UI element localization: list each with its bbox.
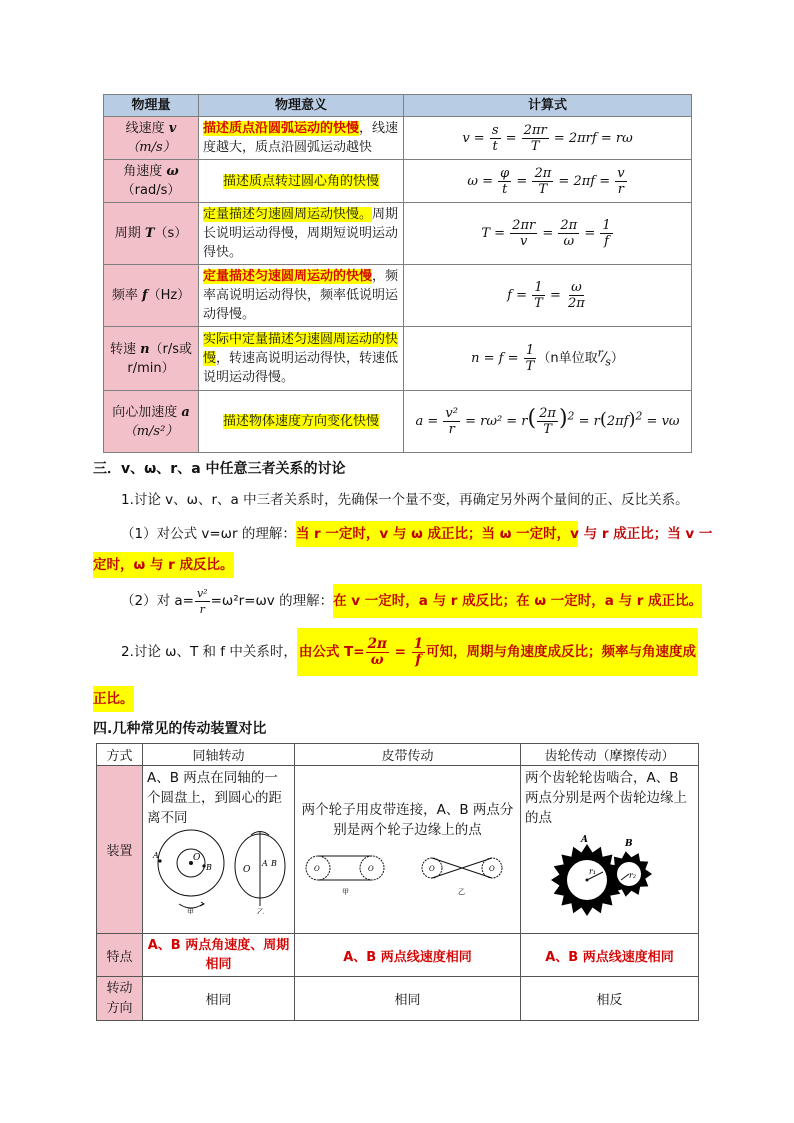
quantity-name: 线速度 (125, 121, 169, 136)
label-B: B (206, 863, 212, 872)
unit-s: s (605, 355, 611, 369)
meaning-highlight: 定量描述匀速圆周运动的快慢 (203, 269, 373, 284)
svg-text:B: B (625, 839, 633, 849)
section3-title: 三．v、ω、r、a 中任意三者关系的讨论 (93, 461, 346, 477)
p3-mid: =ω²r=ωv 的理解： (210, 593, 334, 609)
meaning-cell (199, 327, 404, 391)
label-r2: r₂ (629, 871, 637, 880)
quantity-symbol: f (141, 288, 148, 303)
table-row (104, 327, 692, 391)
p4-highlight-cont: 正比。 (93, 686, 134, 712)
formula-n-note: （n单位取 (537, 351, 598, 366)
quantity-unit: （r/s或 r/min） (127, 341, 193, 376)
feature-belt: A、B 两点线速度相同 (295, 934, 521, 977)
quantity-cell (104, 117, 199, 160)
meaning-highlight: 描述物体速度方向变化快慢 (222, 414, 379, 429)
direction-gear: 相反 (521, 977, 699, 1021)
belt-device-cell (295, 766, 521, 934)
label-O: O (193, 853, 201, 863)
svg-text:甲: 甲 (341, 888, 349, 896)
svg-text:O: O (313, 865, 320, 873)
meaning-text: ，频率高说明运动得快，频率低说明运动得慢。 (203, 269, 399, 322)
quantity-name: 频率 (111, 288, 142, 303)
coaxial-device-cell (143, 766, 295, 934)
meaning-highlight: 定量描述匀速圆周运动快慢。 (203, 207, 373, 222)
table-row (97, 934, 699, 977)
quantity-name: 转速 (109, 341, 141, 357)
section3-p4: 2.讨论 ω、T 和 f 中关系时， 由公式 T= $\frac{2\pi}{\omega}$ = $\frac{1}{f}$ 可知，周期与角速度成反比；频率与角速度成 (121, 628, 698, 676)
p2-highlight: 当 r 一定时，v 与 ω 成正比；当 ω 一定时，v 与 r 成正比；当 v 一 (296, 521, 578, 547)
table-header-row (104, 95, 692, 117)
label-r1: r₁ (589, 867, 597, 876)
quantity-symbol: v (168, 121, 177, 136)
svg-text:B: B (271, 859, 277, 868)
feature-coaxial: A、B 两点角速度、周期相同 (143, 934, 295, 977)
quantity-unit: （m/s²） (123, 423, 179, 439)
svg-text:O: O (488, 865, 495, 873)
quantity-symbol: a (181, 404, 190, 420)
coaxial-desc: A、B 两点在同轴的一个圆盘上，到圆心的距离不同 (147, 770, 282, 826)
meaning-text: ，转速高说明运动得快，转速低说明运动得慢。 (203, 351, 399, 385)
header-belt: 皮带传动 (295, 744, 521, 766)
table-row (104, 391, 692, 453)
direction-belt: 相同 (295, 977, 521, 1021)
formula-n: n = f = $\frac{1}{T}$ （n单位取$^r⁄_s$） (404, 327, 692, 391)
p4-highlight-a: 由公式 T= (298, 644, 365, 660)
gear-desc: 两个齿轮轮齿啮合，A、B 两点分别是两个齿轮边缘上的点 (525, 770, 687, 826)
meaning-cell (199, 160, 404, 203)
meaning-text: ，线速度越大，质点沿圆弧运动越快 (203, 121, 399, 155)
meaning-cell (199, 265, 404, 327)
formula-T: T = $\frac{2\pi r}{v}$ = $\frac{2\pi}{\omega}$ = $\frac{1}{f}$ (404, 203, 692, 265)
meaning-highlight: 描述质点沿圆弧运动的快慢 (203, 121, 360, 136)
formula-omega: ω = $\frac{\varphi}{t}$ = $\frac{2\pi}{T}$ = 2πf = $\frac{v}{r}$ (404, 160, 692, 203)
meaning-highlight: 实际中定量描述匀速圆周运动的快慢 (203, 332, 399, 366)
quantity-cell (104, 265, 199, 327)
header-method: 方式 (97, 744, 143, 766)
quantity-cell (104, 203, 199, 265)
meaning-cell (199, 117, 404, 160)
header-meaning: 物理意义 (199, 95, 404, 117)
quantity-name: 角速度 (123, 164, 167, 179)
table-row (97, 977, 699, 1021)
formula-f: f = $\frac{1}{T}$ = $\frac{\omega}{2\pi}$ (404, 265, 692, 327)
header-formula: 计算式 (404, 95, 692, 117)
formula-a: a = $\frac{\text{v²}}{r}$ = rω² = r( $\frac{2\pi}{T}$ )$^2 = r(2\pi f)^2 = v\omega$ (404, 391, 692, 453)
gear-diagram (525, 828, 695, 920)
section3-p3: （2）对 a= $\frac{\text{v²}}{r}$ =ω²r=ωv 的理解：在 v 一定时，a 与 r 成反比；在 ω 一定时，a 与 r 成正比。 (121, 584, 702, 618)
svg-text:O: O (243, 865, 251, 875)
svg-text:A: A (581, 835, 588, 845)
svg-text:A: A (262, 859, 268, 868)
svg-text:乙: 乙 (457, 888, 465, 896)
section4-title: 四.几种常见的传动装置对比 (93, 721, 267, 737)
label-yi: 乙 (257, 908, 264, 914)
meaning-highlight: 描述质点转过圆心角的快慢 (222, 173, 379, 189)
coaxial-diagram (147, 828, 291, 914)
quantity-unit: （rad/s） (121, 183, 181, 198)
p2-prefix: （1）对公式 v=ωr 的理解： (121, 526, 296, 542)
quantity-symbol: ω (166, 164, 179, 179)
p3-highlight: 在 v 一定时，a 与 r 成反比；在 ω 一定时，a 与 r 成正比。 (333, 584, 702, 618)
table-row (104, 265, 692, 327)
quantity-cell (104, 160, 199, 203)
section3-p1: 1.讨论 v、ω、r、a 中三者关系时，先确保一个量不变，再确定另外两个量间的正、反比关系。 (121, 492, 689, 508)
section3-p2 (121, 521, 713, 547)
table-row (104, 117, 692, 160)
quantity-unit: （Hz） (147, 288, 191, 303)
header-gear: 齿轮传动（摩擦传动） (521, 744, 699, 766)
quantity-cell (104, 327, 199, 391)
meaning-cell (199, 203, 404, 265)
quantity-unit: （m/s） (126, 140, 176, 155)
table-header-row (97, 744, 699, 766)
belt-desc: 两个轮子用皮带连接，A、B 两点分别是两个轮子边缘上的点 (301, 802, 514, 838)
meaning-cell (199, 391, 404, 453)
p4-prefix: 2.讨论 ω、T 和 f 中关系时， (121, 644, 297, 660)
row-label-feature: 特点 (97, 934, 143, 977)
formula-v: v = $\frac{s}{t}$ = $\frac{2\pi r}{T}$ = 2πrf = rω (404, 117, 692, 160)
p2-highlight-cont: 定时，ω 与 r 成反比。 (93, 552, 234, 578)
label-jia: 甲 (187, 908, 194, 914)
quantity-symbol: T (144, 226, 155, 241)
quantity-symbol: n (140, 341, 150, 357)
row-label-direction: 转动方向 (97, 977, 143, 1021)
label-A: A (153, 851, 159, 860)
header-quantity: 物理量 (104, 95, 199, 117)
quantity-cell (104, 391, 199, 453)
quantity-unit: （s） (154, 226, 188, 241)
p3-prefix: （2）对 a= (121, 593, 194, 609)
svg-text:O: O (367, 865, 374, 873)
belt-diagram (300, 846, 516, 896)
table-row (97, 766, 699, 934)
meaning-text: 周期长说明运动得慢，周期短说明运动得快。 (203, 207, 399, 260)
quantity-name: 周期 (114, 226, 145, 241)
table-row (104, 160, 692, 203)
direction-coaxial: 相同 (143, 977, 295, 1021)
unit-r: r (597, 346, 603, 360)
svg-text:O: O (428, 865, 435, 873)
section3-p4-cont (93, 686, 134, 712)
header-coaxial: 同轴转动 (143, 744, 295, 766)
row-label-device: 装置 (97, 766, 143, 934)
table-row (104, 203, 692, 265)
physics-quantity-table (103, 94, 692, 453)
transmission-comparison-table (96, 743, 699, 1021)
gear-device-cell (521, 766, 699, 934)
quantity-name: 向心加速度 (112, 404, 182, 420)
section3-p2-cont (93, 552, 234, 578)
p4-highlight-b: 可知，周期与角速度成反比；频率与角速度成 (426, 644, 696, 660)
feature-gear: A、B 两点线速度相同 (521, 934, 699, 977)
